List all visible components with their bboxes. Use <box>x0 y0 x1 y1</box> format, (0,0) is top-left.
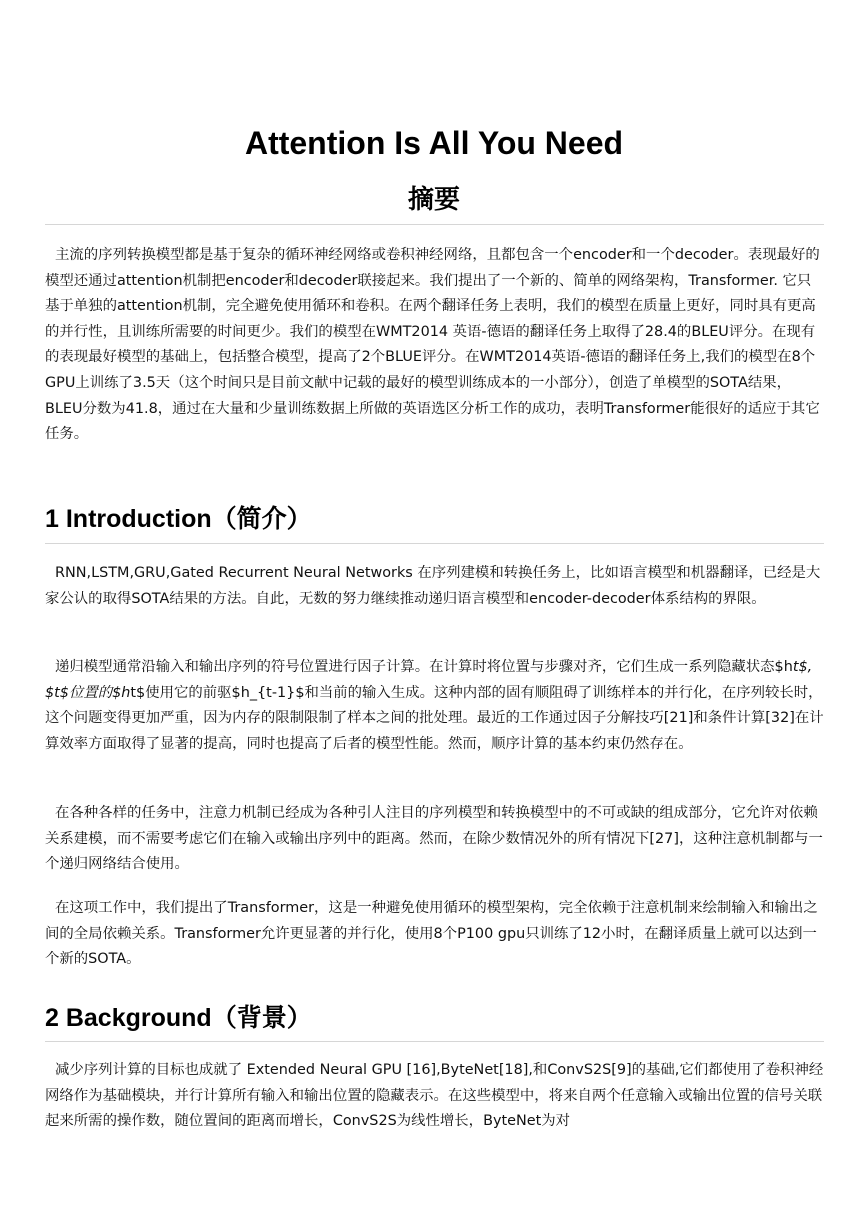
section-heading-background <box>45 1001 824 1035</box>
section-title-zh: （背景） <box>211 1003 312 1032</box>
abstract-heading: 摘要 <box>407 185 460 215</box>
section-heading-introduction <box>45 502 824 536</box>
intro-paragraph-1: RNN,LSTM,GRU,Gated Recurrent Neural Networks 在序列建模和转换任务上，比如语言模型和机器翻译，已经是大家公认的取得SOTA结果的方法。自此，无数的努力继续推动递归语言模型和encoder-decoder体系结构的界限。 <box>45 565 821 607</box>
intro-paragraph-2-italic: t$, $t$位置的$h <box>45 659 813 701</box>
abstract-paragraph: 主流的序列转换模型都是基于复杂的循环神经网络或卷积神经网络，且都包含一个encoder和一个decoder。表现最好的模型还通过attention机制把encoder和decoder联接起来。我们提出了一个新的、简单的网络架构，Transformer. 它只基于单独的attention机制，完全避免使用循环和卷积。在两个翻译任务上表明，我们的模型在质量上更好，同时具有更高的并行性，且训练所需要的时间更少。我们的模型在WMT2014 英语-德语的翻译任务上取得了28.4的BLEU评分。在现有的表现最好模型的基础上，包括整合模型，提高了2个BLUE评分。在WMT2014英语-德语的翻译任务上,我们的模型在8个GPU上训练了3.5天（这个时间只是目前文献中记载的最好的模型训练成本的一小部分），创造了单模型的SOTA结果，BLEU分数为41.8，通过在大量和少量训练数据上所做的英语选区分析工作的成功，表明Transformer能很好的适应于其它任务。 <box>45 247 820 443</box>
background-divider <box>45 1041 824 1042</box>
intro-paragraph-2 <box>45 655 824 757</box>
background-paragraph-1: 减少序列计算的目标也成就了 Extended Neural GPU [16],ByteNet[18],和ConvS2S[9]的基础,它们都使用了卷积神经网络作为基础模块，并行计算所有输入和输出位置的隐藏表示。在这些模型中，将来自两个任意输入或输出位置的信号关联起来所需的操作数，随位置间的距离而增长，ConvS2S为线性增长，ByteNet为对 <box>45 1062 824 1130</box>
section-title-zh: （简介） <box>211 504 312 533</box>
intro-paragraph-2-part-b: t$使用它的前驱$h_{t-1}$和当前的输入生成。这种内部的固有顺阻碍了训练样本的并行化，在序列较长时，这个问题变得更加严重，因为内存的限制限制了样本之间的批处理。最近的工作通过因子分解技巧[21]和条件计算[32]在计算效率方面取得了显著的提高，同时也提高了后者的模型性能。然而，顺序计算的基本约束仍然存在。 <box>45 684 824 752</box>
section-number-title: 2 Background <box>45 1004 212 1032</box>
intro-paragraph-2-part-a: 递归模型通常沿输入和输出序列的符号位置进行因子计算。在计算时将位置与步骤对齐，它们生成一系列隐藏状态$h <box>55 659 793 675</box>
section-number-title: 1 Introduction <box>45 505 212 533</box>
intro-paragraph-4: 在这项工作中，我们提出了Transformer，这是一种避免使用循环的模型架构，完全依赖于注意机制来绘制输入和输出之间的全局依赖关系。Transformer允许更显著的并行化，使用8个P100 gpu只训练了12小时，在翻译质量上就可以达到一个新的SOTA。 <box>45 900 818 968</box>
abstract-divider <box>45 224 824 225</box>
paper-title: Attention Is All You Need <box>244 125 624 161</box>
introduction-divider <box>45 543 824 544</box>
intro-paragraph-3: 在各种各样的任务中，注意力机制已经成为各种引人注目的序列模型和转换模型中的不可或缺的组成部分，它允许对依赖关系建模，而不需要考虑它们在输入或输出序列中的距离。然而，在除少数情况外的所有情况下[27]，这种注意机制都与一个递归网络结合使用。 <box>45 805 823 873</box>
